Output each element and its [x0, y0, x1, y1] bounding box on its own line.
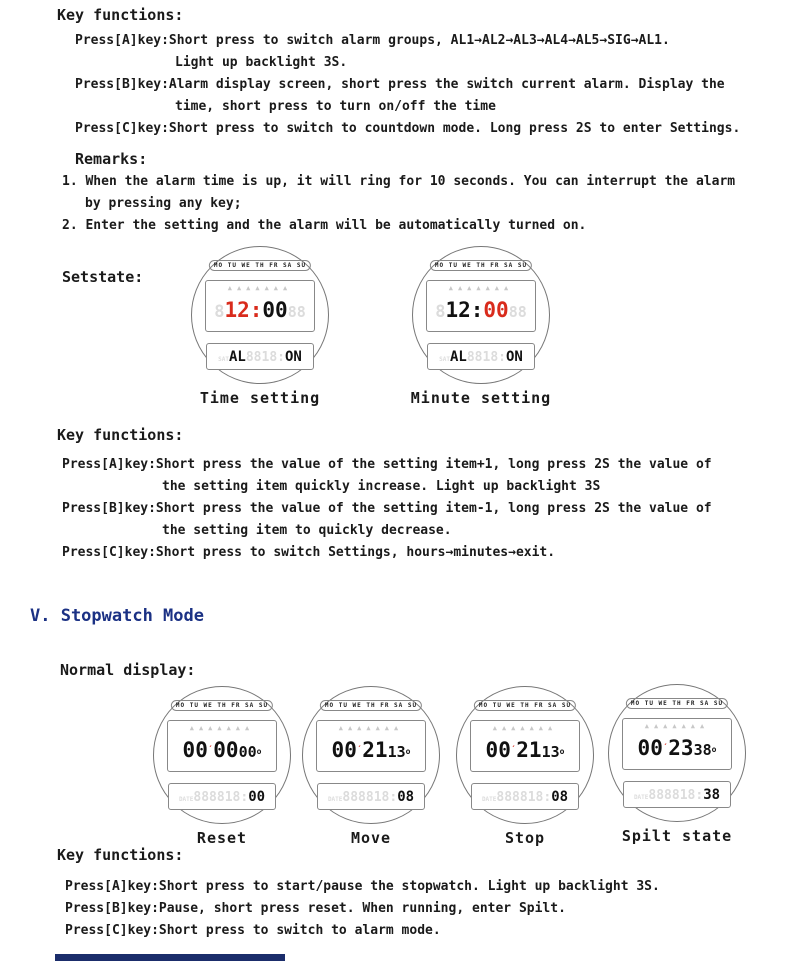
- text-line: Press[C]key:Short press to switch Settings, hours→minutes→exit.: [62, 545, 556, 560]
- lcd-segment: 88: [245, 350, 262, 365]
- lcd-main-digits: [206, 294, 314, 328]
- key-functions-stopwatch-lines: [65, 876, 660, 942]
- lcd-segment: DATE: [633, 794, 649, 801]
- text-line: Press[C]key:Short press to switch to countdown mode. Long press 2S to enter Settings.: [75, 121, 741, 136]
- watch-circle: [153, 686, 291, 824]
- text-line: Press[B]key:Pause, short press reset. When running, enter Spilt.: [65, 901, 566, 916]
- lcd-main-panel: [426, 280, 536, 332]
- lcd-main-digits: [317, 734, 425, 768]
- lcd-sub-panel: [427, 343, 535, 370]
- watch-face-stop: [449, 686, 601, 847]
- lcd-segment: 38: [693, 741, 712, 759]
- section-heading-key-functions-alarm: Key functions:: [57, 6, 184, 24]
- lcd-segment: 12:: [224, 298, 263, 322]
- watch-circle: [302, 686, 440, 824]
- section-heading-key-functions-stopwatch: Key functions:: [57, 846, 184, 864]
- section-heading-setstate: Setstate:: [62, 268, 144, 286]
- chapter-heading-stopwatch-mode: V. Stopwatch Mode: [30, 606, 204, 626]
- watch-circle: [456, 686, 594, 824]
- lcd-segment: 00: [213, 738, 239, 762]
- text-line: time, short press to turn on/off the time: [175, 99, 496, 114]
- lcd-segment: 12:: [445, 298, 484, 322]
- text-line: by pressing any key;: [85, 196, 242, 211]
- text-line: Press[A]key:Short press to switch alarm groups, AL1→AL2→AL3→AL4→AL5→SIG→AL1.: [75, 33, 670, 48]
- lcd-segment: 88: [508, 303, 527, 321]
- key-functions-alarm-lines: [75, 30, 740, 140]
- section-heading-remarks: Remarks:: [75, 150, 148, 168]
- lcd-segment: 00: [485, 738, 511, 762]
- lcd-main-digits: [427, 294, 535, 328]
- lcd-segment: AL: [228, 349, 246, 365]
- text-line: the setting item to quickly decrease.: [162, 523, 452, 538]
- alarm-marker-triangles: ▲▲▲▲▲▲▲: [492, 724, 558, 732]
- alarm-marker-triangles: ▲▲▲▲▲▲▲: [448, 284, 514, 292]
- lcd-segment: 00: [483, 298, 509, 322]
- lcd-segment: 08: [551, 789, 569, 805]
- lcd-sub-panel: [206, 343, 314, 370]
- lcd-segment: 18:: [527, 790, 552, 805]
- watch-face-move: [295, 686, 447, 847]
- lcd-segment: 8: [435, 302, 446, 322]
- key-functions-setting-lines: [62, 454, 712, 564]
- lcd-segment: 00: [182, 738, 208, 762]
- watch-caption: Move: [350, 829, 392, 847]
- lcd-segment: SAT: [439, 356, 450, 363]
- watch-caption: Reset: [196, 829, 248, 847]
- lcd-segment: 23: [668, 736, 694, 760]
- lcd-segment: ′: [662, 743, 669, 753]
- watch-face-spilt-state: [601, 684, 753, 845]
- lcd-segment: 13: [387, 743, 406, 761]
- lcd-segment: SAT: [218, 356, 229, 363]
- lcd-sub-panel: [168, 783, 276, 810]
- lcd-sub-panel: [471, 783, 579, 810]
- lcd-main-panel: [470, 720, 580, 772]
- lcd-segment: 08: [397, 789, 415, 805]
- lcd-segment: DATE: [327, 796, 343, 803]
- lcd-segment: AL: [449, 349, 467, 365]
- lcd-segment: o: [405, 747, 411, 756]
- watch-face-minute-setting: [405, 246, 557, 407]
- alarm-marker-triangles: ▲▲▲▲▲▲▲: [338, 724, 404, 732]
- lcd-main-panel: [205, 280, 315, 332]
- lcd-segment: 8888: [648, 788, 680, 803]
- text-line: Press[B]key:Alarm display screen, short press the switch current alarm. Display the: [75, 77, 725, 92]
- lcd-segment: 38: [703, 787, 721, 803]
- lcd-segment: ON: [284, 349, 302, 365]
- lcd-main-panel: [167, 720, 277, 772]
- lcd-segment: o: [256, 747, 262, 756]
- alarm-marker-triangles: ▲▲▲▲▲▲▲: [644, 722, 710, 730]
- weekday-strip: MO TU WE TH FR SA SU: [430, 260, 532, 271]
- text-line: 1. When the alarm time is up, it will ring for 10 seconds. You can interrupt the alarm: [62, 174, 736, 189]
- weekday-strip: MO TU WE TH FR SA SU: [209, 260, 311, 271]
- text-line: Press[A]key:Short press the value of the setting item+1, long press 2S the value of: [62, 457, 712, 472]
- lcd-segment: DATE: [178, 796, 194, 803]
- lcd-segment: 88: [287, 303, 306, 321]
- watch-caption: Stop: [504, 829, 546, 847]
- text-line: Light up backlight 3S.: [175, 55, 348, 70]
- watch-face-reset: [146, 686, 298, 847]
- lcd-main-digits: [623, 732, 731, 766]
- lcd-segment: 88: [466, 350, 483, 365]
- weekday-strip: MO TU WE TH FR SA SU: [320, 700, 422, 711]
- remarks-lines: [62, 171, 735, 237]
- section-heading-key-functions-setting: Key functions:: [57, 426, 184, 444]
- lcd-segment: ON: [505, 349, 523, 365]
- lcd-segment: 18:: [373, 790, 398, 805]
- alarm-marker-triangles: ▲▲▲▲▲▲▲: [227, 284, 293, 292]
- watch-circle: [191, 246, 329, 384]
- text-line: Press[B]key:Short press the value of the setting item-1, long press 2S the value of: [62, 501, 712, 516]
- watch-circle: [412, 246, 550, 384]
- lcd-segment: 00: [238, 743, 257, 761]
- watch-caption: Minute setting: [410, 389, 552, 407]
- lcd-segment: ′: [207, 745, 214, 755]
- lcd-segment: 00: [248, 789, 266, 805]
- lcd-sub-panel: [623, 781, 731, 808]
- lcd-segment: 18:: [679, 788, 704, 803]
- lcd-sub-panel: [317, 783, 425, 810]
- alarm-marker-triangles: ▲▲▲▲▲▲▲: [189, 724, 255, 732]
- weekday-strip: MO TU WE TH FR SA SU: [171, 700, 273, 711]
- lcd-segment: 00: [331, 738, 357, 762]
- text-line: Press[C]key:Short press to switch to alarm mode.: [65, 923, 441, 938]
- lcd-segment: o: [711, 745, 717, 754]
- lcd-segment: 21: [516, 738, 542, 762]
- lcd-main-digits: [471, 734, 579, 768]
- lcd-segment: 18:: [224, 790, 249, 805]
- watch-circle: [608, 684, 746, 822]
- lcd-main-panel: [622, 718, 732, 770]
- lcd-segment: 8888: [342, 790, 374, 805]
- lcd-segment: DATE: [481, 796, 497, 803]
- text-line: the setting item quickly increase. Light up backlight 3S: [162, 479, 601, 494]
- lcd-segment: 13: [541, 743, 560, 761]
- lcd-segment: ′: [356, 745, 363, 755]
- section-heading-normal-display: Normal display:: [60, 661, 196, 679]
- watch-caption: Time setting: [199, 389, 321, 407]
- lcd-segment: ′: [510, 745, 517, 755]
- lcd-segment: 8888: [496, 790, 528, 805]
- lcd-main-digits: [168, 734, 276, 768]
- lcd-segment: 8: [214, 302, 225, 322]
- lcd-segment: o: [559, 747, 565, 756]
- watch-caption: Spilt state: [621, 827, 733, 845]
- lcd-segment: 00: [637, 736, 663, 760]
- lcd-segment: 18:: [261, 350, 285, 365]
- lcd-segment: 21: [362, 738, 388, 762]
- weekday-strip: MO TU WE TH FR SA SU: [626, 698, 728, 709]
- lcd-segment: 18:: [482, 350, 506, 365]
- lcd-main-panel: [316, 720, 426, 772]
- lcd-segment: 00: [262, 298, 288, 322]
- watch-face-time-setting: [184, 246, 336, 407]
- weekday-strip: MO TU WE TH FR SA SU: [474, 700, 576, 711]
- text-line: Press[A]key:Short press to start/pause the stopwatch. Light up backlight 3S.: [65, 879, 660, 894]
- text-line: 2. Enter the setting and the alarm will be automatically turned on.: [62, 218, 587, 233]
- footer-progress-bar: [55, 954, 285, 961]
- lcd-segment: 8888: [193, 790, 225, 805]
